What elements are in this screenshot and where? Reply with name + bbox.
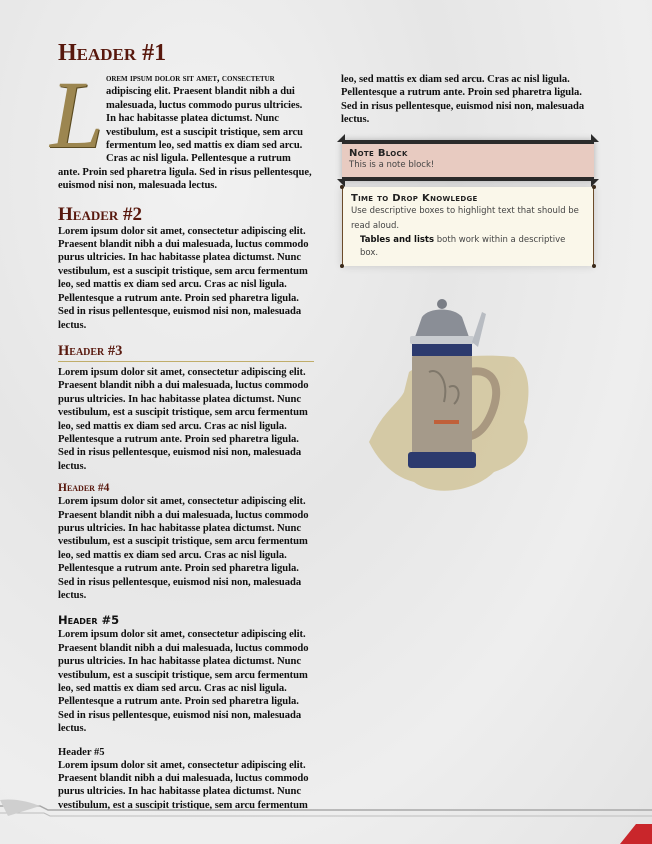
- stein-lid-rim: [410, 336, 474, 344]
- paragraph-continued: leo, sed mattis ex diam sed arcu. Cras ac nisl ligula. Pellentesque a rutrum ante. Proin sed pharetra ligula. Sed in risus pellentesque, euismod nisi non, malesuada lectus.: [341, 74, 585, 126]
- dropcap-ornament: L: [50, 61, 104, 168]
- descriptive-list-text: [351, 234, 585, 260]
- descriptive-box: [342, 187, 594, 266]
- paragraph: Lorem ipsum dolor sit amet, consectetur adipiscing elit. Praesent blandit nibh a dui malesuada, luctus commodo purus ultricies. In hac habitasse platea dictumst. Nunc vestibulum, est a suscipit tristique, sem arcu fermentum leo, sed mattis ex diam sed arcu. Cras ac nisl ligula. Pellentesque a rutrum ante. Proin sed pharetra ligula. Sed in risus pellentesque, euismod nisi non, malesuada lectus.: [58, 225, 309, 331]
- header-3: Header #3: [58, 343, 314, 362]
- stein-body: [412, 352, 472, 462]
- header-2: Header #2: [58, 203, 143, 225]
- corner-ornament: [337, 134, 345, 142]
- intro-smallcaps: orem ipsum dolor sit amet, consectetur: [106, 73, 275, 84]
- header-1: Header #1: [58, 40, 167, 66]
- footer-quill-ornament: [0, 799, 40, 816]
- footer-line: [0, 806, 652, 810]
- beer-stein-illustration: [364, 292, 544, 502]
- note-text: This is a note block!: [349, 159, 435, 170]
- page-footer-ornament: [0, 700, 652, 844]
- list-lead: Tables and lists: [360, 234, 435, 245]
- paragraph: Lorem ipsum dolor sit amet, consectetur adipiscing elit. Praesent blandit nibh a dui malesuada, luctus commodo purus ultricies. In hac habitasse platea dictumst. Nunc vestibulum, est a suscipit tristique, sem arcu fermentum leo, sed mattis ex diam sed arcu. Cras ac nisl ligula. Pellentesque a rutrum ante. Proin sed pharetra ligula. Sed in risus pellentesque, euismod nisi non, malesuada lectus.: [58, 366, 309, 472]
- stein-thumb-lever: [472, 312, 486, 347]
- intro-text: adipiscing elit. Praesent blandit nibh a dui malesuada, luctus commodo purus ultricies. In hac habitasse platea dictumst. Nunc vestibulum, est a suscipit tristique, sem arcu fermentum leo, sed mattis ex diam sed arcu. Cras ac nisl ligula. Pellentesque a rutrum ante. Proin sed pharetra ligula. Sed in risus pellentesque, euismod nisi non, malesuada lectus.: [58, 86, 312, 192]
- header-6: Header #5: [58, 746, 105, 758]
- paragraph: Lorem ipsum dolor sit amet, consectetur adipiscing elit. Praesent blandit nibh a dui malesuada, luctus commodo purus ultricies. In hac habitasse platea dictumst. Nunc vestibulum, est a suscipit tristique, sem arcu fermentum: [58, 759, 309, 811]
- stein-band: [412, 344, 472, 356]
- header-4: Header #4: [58, 482, 110, 495]
- corner-dot: [340, 264, 344, 268]
- stein-lid: [414, 310, 470, 341]
- corner-dot: [592, 185, 596, 189]
- descriptive-text: Use descriptive boxes to highlight text that should be read aloud.: [351, 205, 579, 231]
- footer-corner-accent: [620, 824, 652, 844]
- note-block: [342, 140, 594, 181]
- footer-line: [0, 813, 652, 816]
- corner-ornament: [591, 134, 599, 142]
- stein-base: [408, 452, 476, 468]
- paragraph: Lorem ipsum dolor sit amet, consectetur adipiscing elit. Praesent blandit nibh a dui malesuada, luctus commodo purus ultricies. In hac habitasse platea dictumst. Nunc vestibulum, est a suscipit tristique, sem arcu fermentum leo, sed mattis ex diam sed arcu. Cras ac nisl ligula. Pellentesque a rutrum ante. Proin sed pharetra ligula. Sed in risus pellentesque, euismod nisi non, malesuada lectus.: [58, 629, 309, 735]
- corner-dot: [592, 264, 596, 268]
- right-column: [341, 73, 597, 266]
- descriptive-title: Time to Drop Knowledge: [351, 192, 478, 204]
- corner-dot: [340, 185, 344, 189]
- paragraph: Lorem ipsum dolor sit amet, consectetur adipiscing elit. Praesent blandit nibh a dui malesuada, luctus commodo purus ultricies. In hac habitasse platea dictumst. Nunc vestibulum, est a suscipit tristique, sem arcu fermentum leo, sed mattis ex diam sed arcu. Cras ac nisl ligula. Pellentesque a rutrum ante. Proin sed pharetra ligula. Sed in risus pellentesque, euismod nisi non, malesuada lectus.: [58, 496, 309, 601]
- left-column: [50, 40, 314, 812]
- list-rest: both work within a descriptive box.: [360, 234, 566, 258]
- stein-finial: [437, 299, 447, 309]
- note-title: Note Block: [349, 147, 408, 159]
- header-5: Header #5: [58, 613, 120, 628]
